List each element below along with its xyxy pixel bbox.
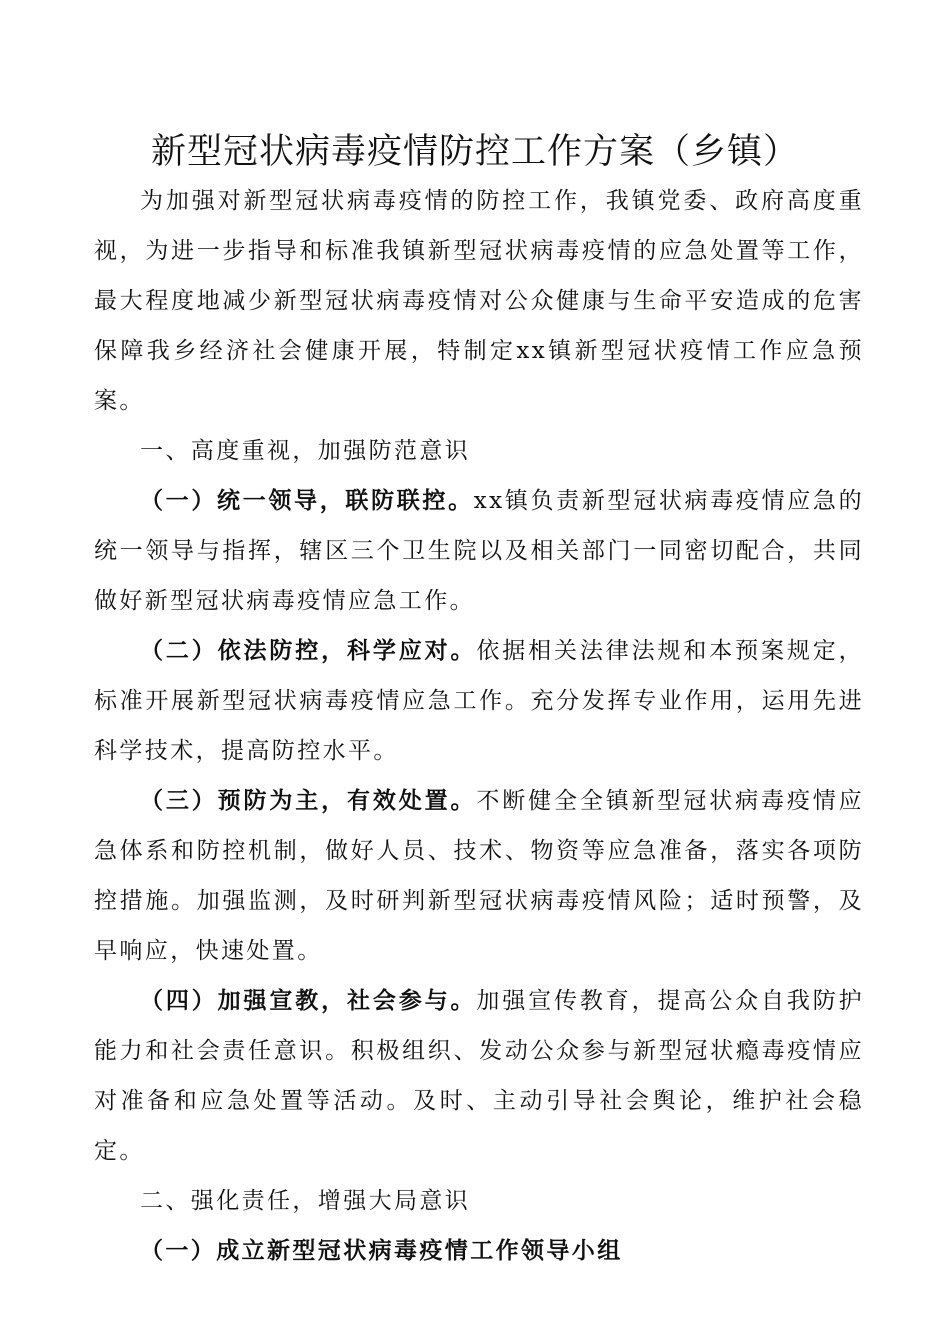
item-3-text: 不断健全全镇新型冠状病毒疫情应急体系和防控机制，做好人员、技术、物资等应急准备，落实各项防控措施。加强监测，及时研判新型冠状病毒疫情风险；适时预警，及早响应，快速处置。 bbox=[94, 788, 865, 964]
section-1-item-4 bbox=[94, 976, 864, 1176]
item-2-text: 依据相关法律法规和本预案规定，标准开展新型冠状病毒疫情应急工作。充分发挥专业作用，运用先进科学技术，提高防控水平。 bbox=[94, 638, 865, 764]
document-title: 新型冠状病毒疫情防控工作方案（乡镇） bbox=[150, 132, 799, 172]
section-1-heading: 一、高度重视，加强防范意识 bbox=[140, 438, 471, 464]
item-3-lead: （三）预防为主，有效处置。 bbox=[140, 788, 477, 814]
section-2-heading: 二、强化责任，增强大局意识 bbox=[140, 1188, 471, 1214]
section-1-item-3 bbox=[94, 776, 864, 976]
item-2-lead: （二）依法防控，科学应对。 bbox=[140, 638, 477, 664]
item-1-text: xx镇负责新型冠状病毒疫情应急的统一领导与指挥，辖区三个卫生院以及相关部门一同密切配合，共同做好新型冠状病毒疫情应急工作。 bbox=[94, 488, 865, 614]
section-2-subheading: （一）成立新型冠状病毒疫情工作领导小组 bbox=[140, 1238, 623, 1264]
document-body bbox=[94, 176, 864, 1276]
item-4-text: 加强宣传教育，提高公众自我防护能力和社会责任意识。积极组织、发动公众参与新型冠状瘾毒疫情应对准备和应急处置等活动。及时、主动引导社会舆论，维护社会稳定。 bbox=[94, 988, 865, 1164]
intro-paragraph: 为加强对新型冠状病毒疫情的防控工作，我镇党委、政府高度重视，为进一步指导和标准我镇新型冠状病毒疫情的应急处置等工作，最大程度地减少新型冠状病毒疫情对公众健康与生命平安造成的危害保障我乡经济社会健康开展，特制定xx镇新型冠状疫情工作应急预案。 bbox=[94, 188, 864, 414]
section-1-item-1 bbox=[94, 476, 864, 626]
section-1-item-2 bbox=[94, 626, 864, 776]
item-4-lead: （四）加强宣教，社会参与。 bbox=[140, 988, 477, 1014]
item-1-lead: （一）统一领导，联防联控。 bbox=[140, 488, 474, 514]
